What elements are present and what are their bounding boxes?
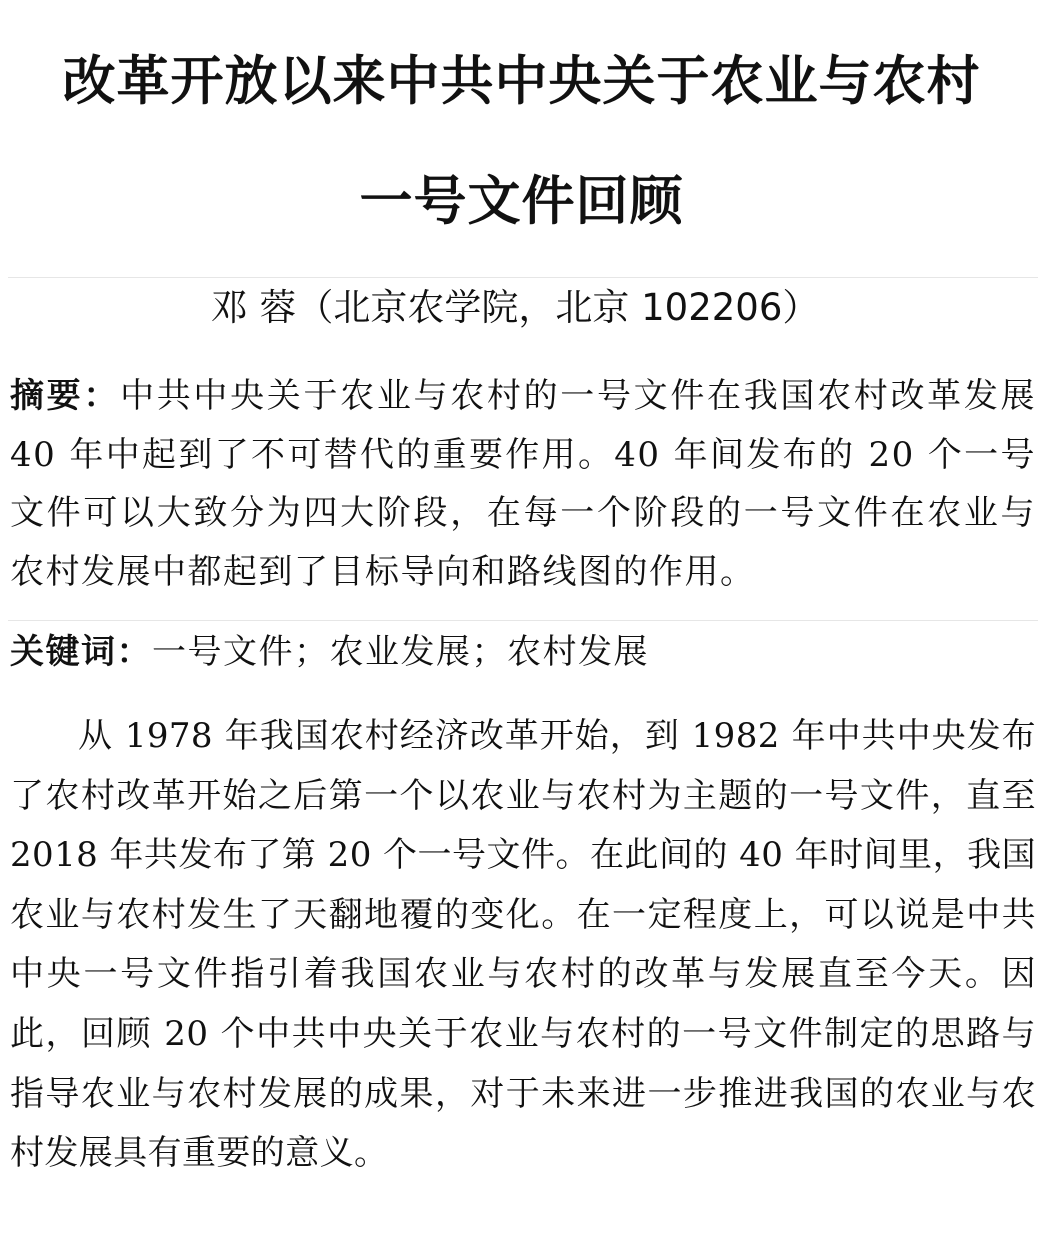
keywords-label: 关键词： [10, 632, 152, 672]
body-paragraph: 从 1978 年我国农村经济改革开始，到 1982 年中共中央发布了农村改革开始之后第一个以农业与农村为主题的一号文件，直至 2018 年共发布了第 20 个一号文件。在此间的 40 年时间里，我国农业与农村发生了天翻地覆的变化。在一定程度上，可以说是中共中央一号文件指引着我国农业与农村的改革与发展直至今天。因此，回顾 20 个中共中央关于农业与农村的一号文件制定的思路与指导农业与农村发展的成果，对于未来进一步推进我国的农业与农村发展具有重要的意义。 [10, 716, 1036, 1174]
abstract-text: 中共中央关于农业与农村的一号文件在我国农村改革发展 40 年中起到了不可替代的重要作用。40 年间发布的 20 个一号文件可以大致分为四大阶段，在每一个阶段的一号文件在农业与农村发展中都起到了目标导向和路线图的作用。 [10, 376, 1037, 592]
divider [8, 620, 1038, 621]
keywords-text: 一号文件；农业发展；农村发展 [152, 632, 649, 672]
author-affiliation: 邓 蓉（北京农学院，北京 102206） [210, 286, 820, 329]
abstract-label: 摘要： [10, 376, 121, 416]
page-title-line-1: 改革开放以来中共中央关于农业与农村 [62, 51, 981, 112]
abstract [10, 367, 1036, 601]
keywords [10, 623, 1036, 682]
divider [8, 277, 1038, 278]
page-title-line-2: 一号文件回顾 [359, 171, 684, 232]
